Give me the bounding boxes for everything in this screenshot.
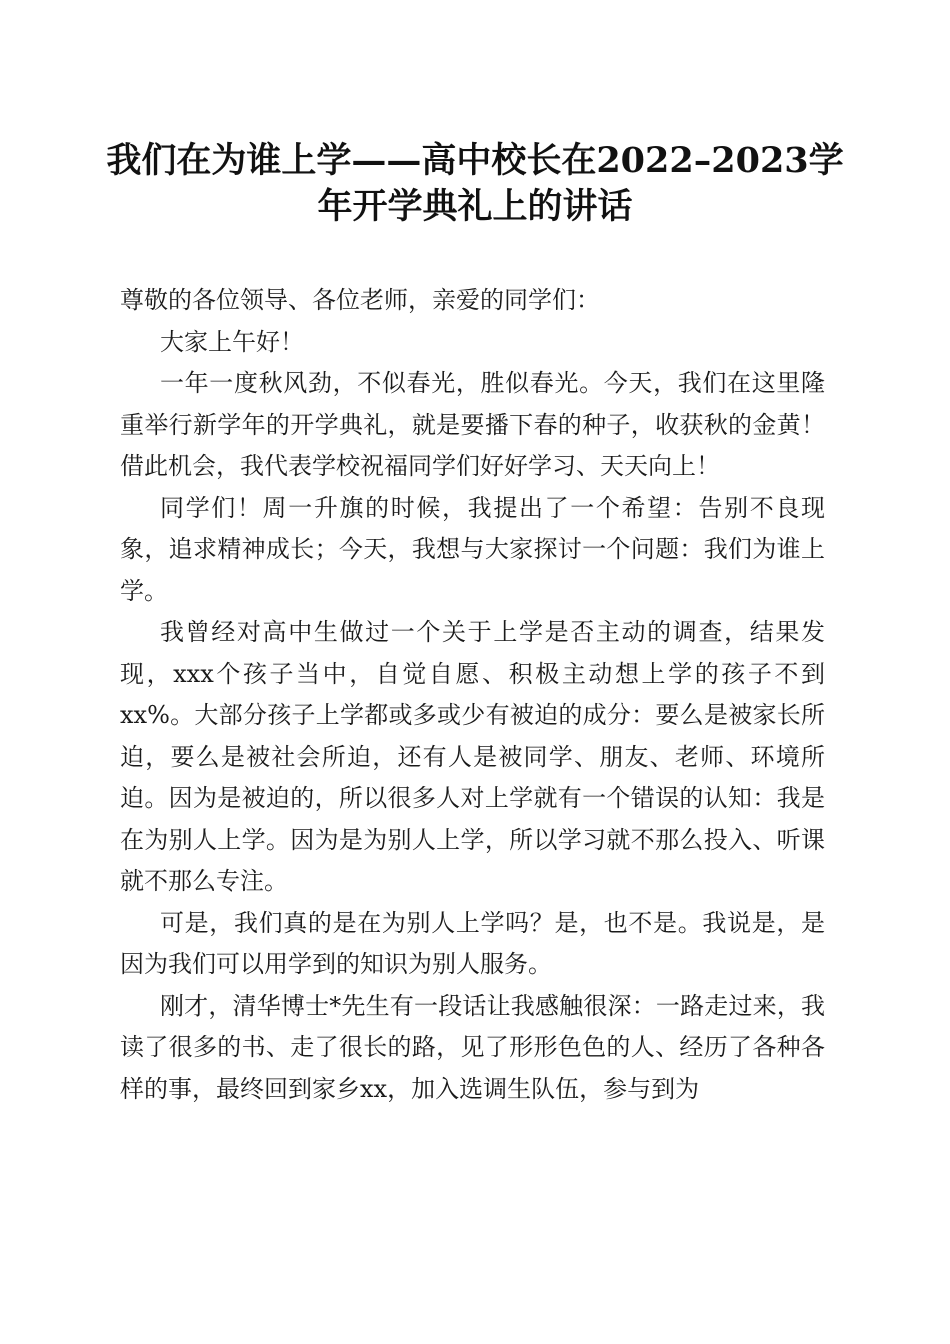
- title-line-2: 年开学典礼上的讲话: [317, 186, 633, 227]
- salutation-paragraph: 尊敬的各位领导、各位老师，亲爱的同学们：: [120, 286, 600, 314]
- body-paragraph: 可是，我们真的是在为别人上学吗？是，也不是。我说是，是因为我们可以用学到的知识为别人服务。: [120, 908, 825, 978]
- body-paragraph: 一年一度秋风劲，不似春光，胜似春光。今天，我们在这里隆重举行新学年的开学典礼，就是要播下春的种子，收获秋的金黄！借此机会，我代表学校祝福同学们好好学习、天天向上！: [120, 369, 825, 480]
- document-body: [120, 280, 825, 1110]
- document-title: [100, 138, 850, 230]
- greeting-paragraph: 大家上午好！: [160, 327, 304, 356]
- body-paragraph: 刚才，清华博士*先生有一段话让我感触很深：一路走过来，我读了很多的书、走了很长的路，见了形形色色的人、经历了各种各样的事，最终回到家乡xx，加入选调生队伍，参与到为: [120, 991, 825, 1103]
- body-paragraph: 同学们！周一升旗的时候，我提出了一个希望：告别不良现象，追求精神成长；今天，我想与大家探讨一个问题：我们为谁上学。: [120, 493, 825, 605]
- body-paragraph: 我曾经对高中生做过一个关于上学是否主动的调查，结果发现，xxx个孩子当中，自觉自愿、积极主动想上学的孩子不到xx%。大部分孩子上学都或多或少有被迫的成分：要么是被家长所迫，要么是被社会所迫，还有人是被同学、朋友、老师、环境所迫。因为是被迫的，所以很多人对上学就有一个错误的认知：我是在为别人上学。因为是为别人上学，所以学习就不那么投入、听课就不那么专注。: [120, 618, 825, 895]
- title-line-1: 我们在为谁上学——高中校长在2022–2023学: [106, 140, 844, 181]
